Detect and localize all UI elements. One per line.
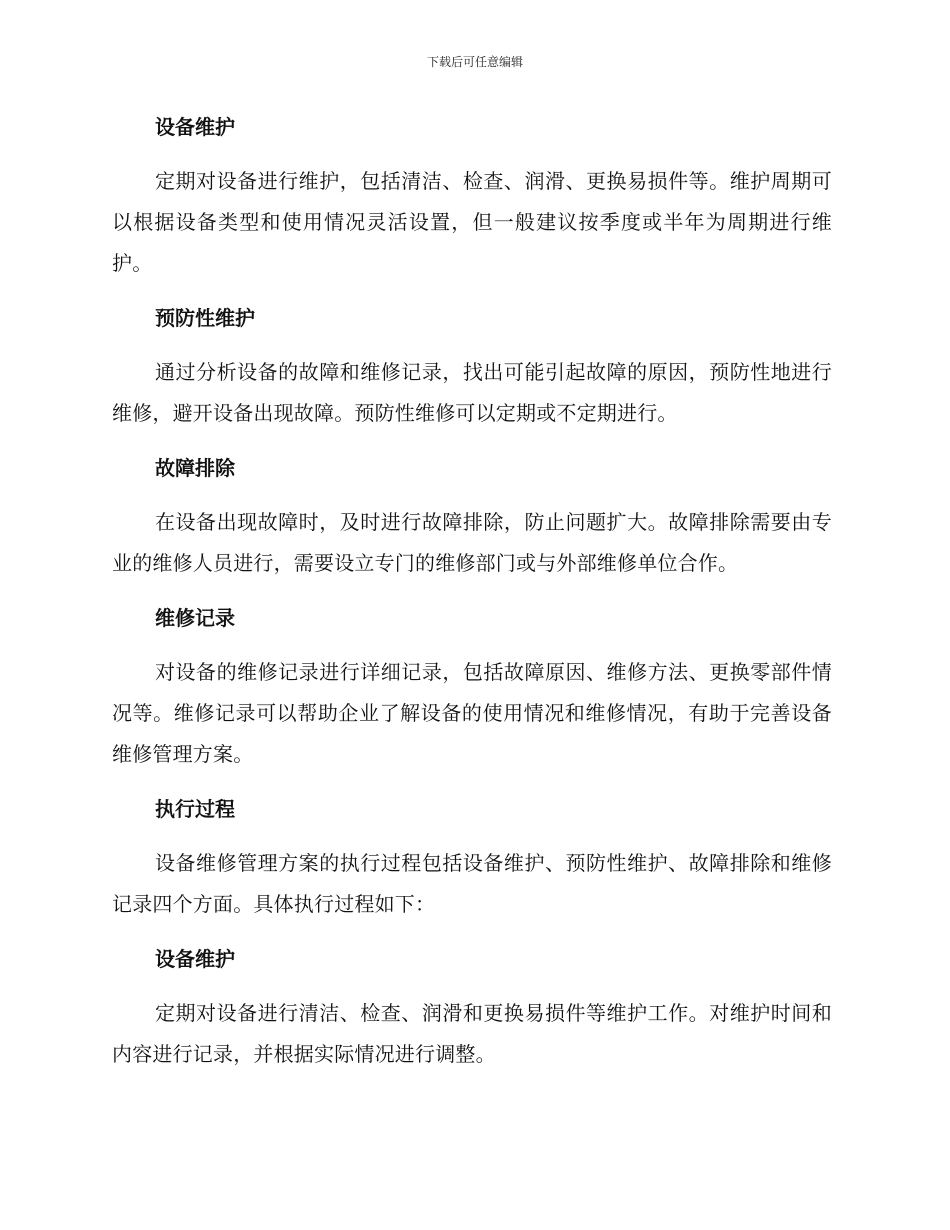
- section-paragraph: 通过分析设备的故障和维修记录，找出可能引起故障的原因，预防性地进行维修，避开设备出现故障。预防性维修可以定期或不定期进行。: [112, 360, 832, 425]
- section-heading: 维修记录: [155, 606, 235, 630]
- section-heading: 预防性维护: [155, 306, 255, 330]
- section-heading: 设备维护: [155, 947, 235, 971]
- section-paragraph: 定期对设备进行维护，包括清洁、检查、润滑、更换易损件等。维护周期可以根据设备类型和使用情况灵活设置，但一般建议按季度或半年为周期进行维护。: [112, 169, 832, 275]
- section-heading: 设备维护: [155, 115, 235, 139]
- section-heading: 执行过程: [155, 797, 235, 821]
- document-body: [112, 106, 832, 1088]
- section-paragraph: 对设备的维修记录进行详细记录，包括故障原因、维修方法、更换零部件情况等。维修记录可以帮助企业了解设备的使用情况和维修情况，有助于完善设备维修管理方案。: [112, 660, 832, 766]
- section-heading: 故障排除: [155, 456, 235, 480]
- page-header: 下载后可任意编辑: [426, 55, 523, 69]
- section-paragraph: 定期对设备进行清洁、检查、润滑和更换易损件等维护工作。对维护时间和内容进行记录，并根据实际情况进行调整。: [112, 1001, 832, 1066]
- section-paragraph: 设备维修管理方案的执行过程包括设备维护、预防性维护、故障排除和维修记录四个方面。具体执行过程如下：: [112, 851, 832, 916]
- section-paragraph: 在设备出现故障时，及时进行故障排除，防止问题扩大。故障排除需要由专业的维修人员进行，需要设立专门的维修部门或与外部维修单位合作。: [112, 510, 832, 575]
